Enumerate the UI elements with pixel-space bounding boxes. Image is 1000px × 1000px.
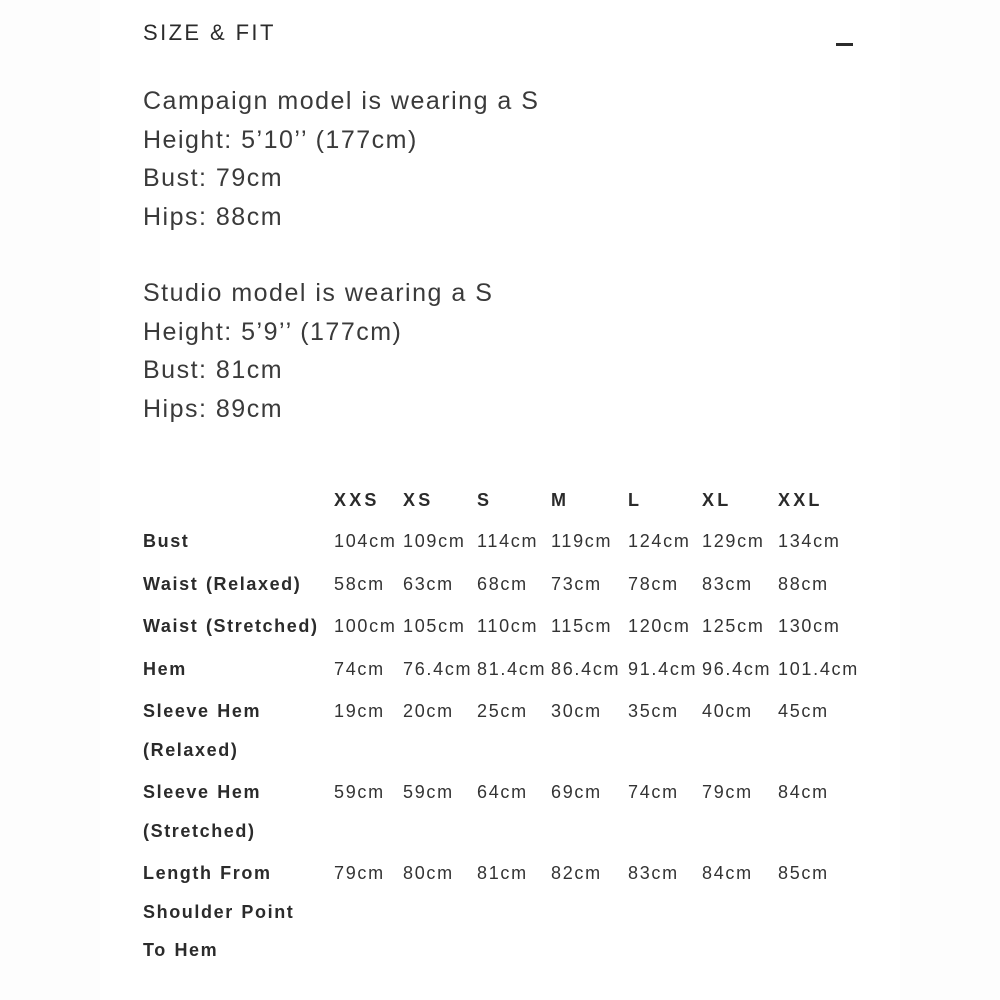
measurement-cell: 58cm <box>334 573 385 594</box>
size-header: M <box>551 490 570 510</box>
table-row <box>143 854 860 974</box>
collapse-button[interactable] <box>831 32 857 58</box>
row-label: Sleeve Hem (Relaxed) <box>143 701 262 760</box>
studio-model-info <box>143 274 743 428</box>
measurement-cell: 120cm <box>628 616 691 636</box>
measurement-cell: 81cm <box>477 863 528 883</box>
size-header: XXL <box>778 490 823 510</box>
measurement-cell: 30cm <box>551 701 602 721</box>
measurement-cell: 134cm <box>778 531 841 551</box>
model-info <box>143 82 743 466</box>
measurement-cell: 130cm <box>778 616 841 636</box>
measurement-cell: 68cm <box>477 573 528 594</box>
measurement-cell: 81.4cm <box>477 658 547 679</box>
measurement-cell: 110cm <box>477 616 539 636</box>
size-header: XS <box>403 490 434 510</box>
measurement-cell: 59cm <box>334 782 385 802</box>
model-intro: Campaign model is wearing a S <box>143 87 540 115</box>
measurement-cell: 124cm <box>628 531 691 551</box>
table-row <box>143 692 860 773</box>
measurement-cell: 114cm <box>477 531 539 551</box>
measurement-cell: 115cm <box>551 616 613 636</box>
size-header-row <box>143 478 860 522</box>
size-header: XXS <box>334 490 380 510</box>
corner-cell <box>143 478 334 522</box>
measurement-cell: 45cm <box>778 701 829 721</box>
model-hips: Hips: 88cm <box>143 202 284 231</box>
measurement-cell: 40cm <box>702 701 753 721</box>
measurement-cell: 79cm <box>702 782 753 802</box>
size-header: L <box>628 490 643 510</box>
measurement-cell: 69cm <box>551 782 602 802</box>
measurement-cell: 100cm <box>334 616 397 636</box>
measurement-cell: 109cm <box>403 531 466 551</box>
table-row <box>143 607 860 650</box>
model-hips: Hips: 89cm <box>143 394 284 423</box>
measurement-cell: 84cm <box>702 863 753 883</box>
measurement-cell: 104cm <box>334 531 397 551</box>
campaign-model-info <box>143 82 743 236</box>
measurement-cell: 101.4cm <box>778 658 859 679</box>
model-bust: Bust: 81cm <box>143 356 284 384</box>
measurement-cell: 63cm <box>403 573 454 594</box>
minus-icon <box>836 43 853 46</box>
row-label: Sleeve Hem (Stretched) <box>143 782 262 841</box>
size-header: S <box>477 490 493 510</box>
row-label: Length From Shoulder Point To Hem <box>143 863 295 960</box>
row-label: Waist (Relaxed) <box>143 573 302 594</box>
measurement-cell: 80cm <box>403 863 454 883</box>
row-label: Bust <box>143 531 190 551</box>
measurement-cell: 125cm <box>702 616 765 636</box>
measurement-cell: 85cm <box>778 863 829 883</box>
measurement-cell: 82cm <box>551 863 602 883</box>
measurement-cell: 129cm <box>702 531 765 551</box>
row-label: Waist (Stretched) <box>143 616 319 636</box>
measurement-cell: 74cm <box>334 658 385 679</box>
row-label: Hem <box>143 658 187 679</box>
measurement-cell: 83cm <box>702 573 753 594</box>
measurement-cell: 86.4cm <box>551 658 621 679</box>
measurement-cell: 84cm <box>778 782 829 802</box>
measurement-cell: 105cm <box>403 616 466 636</box>
measurement-cell: 88cm <box>778 573 829 594</box>
model-intro: Studio model is wearing a S <box>143 279 494 307</box>
measurement-cell: 76.4cm <box>403 658 473 679</box>
table-row <box>143 565 860 608</box>
table-row <box>143 522 860 565</box>
measurement-cell: 19cm <box>334 701 385 721</box>
section-title: SIZE & FIT <box>143 20 276 45</box>
measurement-cell: 91.4cm <box>628 658 698 679</box>
measurement-cell: 119cm <box>551 531 613 551</box>
measurement-cell: 25cm <box>477 701 528 721</box>
measurement-cell: 74cm <box>628 782 679 802</box>
table-row <box>143 650 860 693</box>
measurement-cell: 83cm <box>628 863 679 883</box>
measurement-cell: 64cm <box>477 782 528 802</box>
measurement-cell: 73cm <box>551 573 602 594</box>
measurement-cell: 78cm <box>628 573 679 594</box>
model-bust: Bust: 79cm <box>143 164 284 192</box>
measurement-cell: 35cm <box>628 701 679 721</box>
measurement-cell: 96.4cm <box>702 658 772 679</box>
size-fit-header[interactable] <box>143 18 858 58</box>
model-height: Height: 5’10’’ (177cm) <box>143 125 418 154</box>
table-row <box>143 773 860 854</box>
size-header: XL <box>702 490 732 510</box>
measurement-cell: 20cm <box>403 701 454 721</box>
measurement-cell: 59cm <box>403 782 454 802</box>
model-height: Height: 5’9’’ (177cm) <box>143 317 403 346</box>
measurement-cell: 79cm <box>334 863 385 883</box>
size-chart-table <box>143 478 860 974</box>
